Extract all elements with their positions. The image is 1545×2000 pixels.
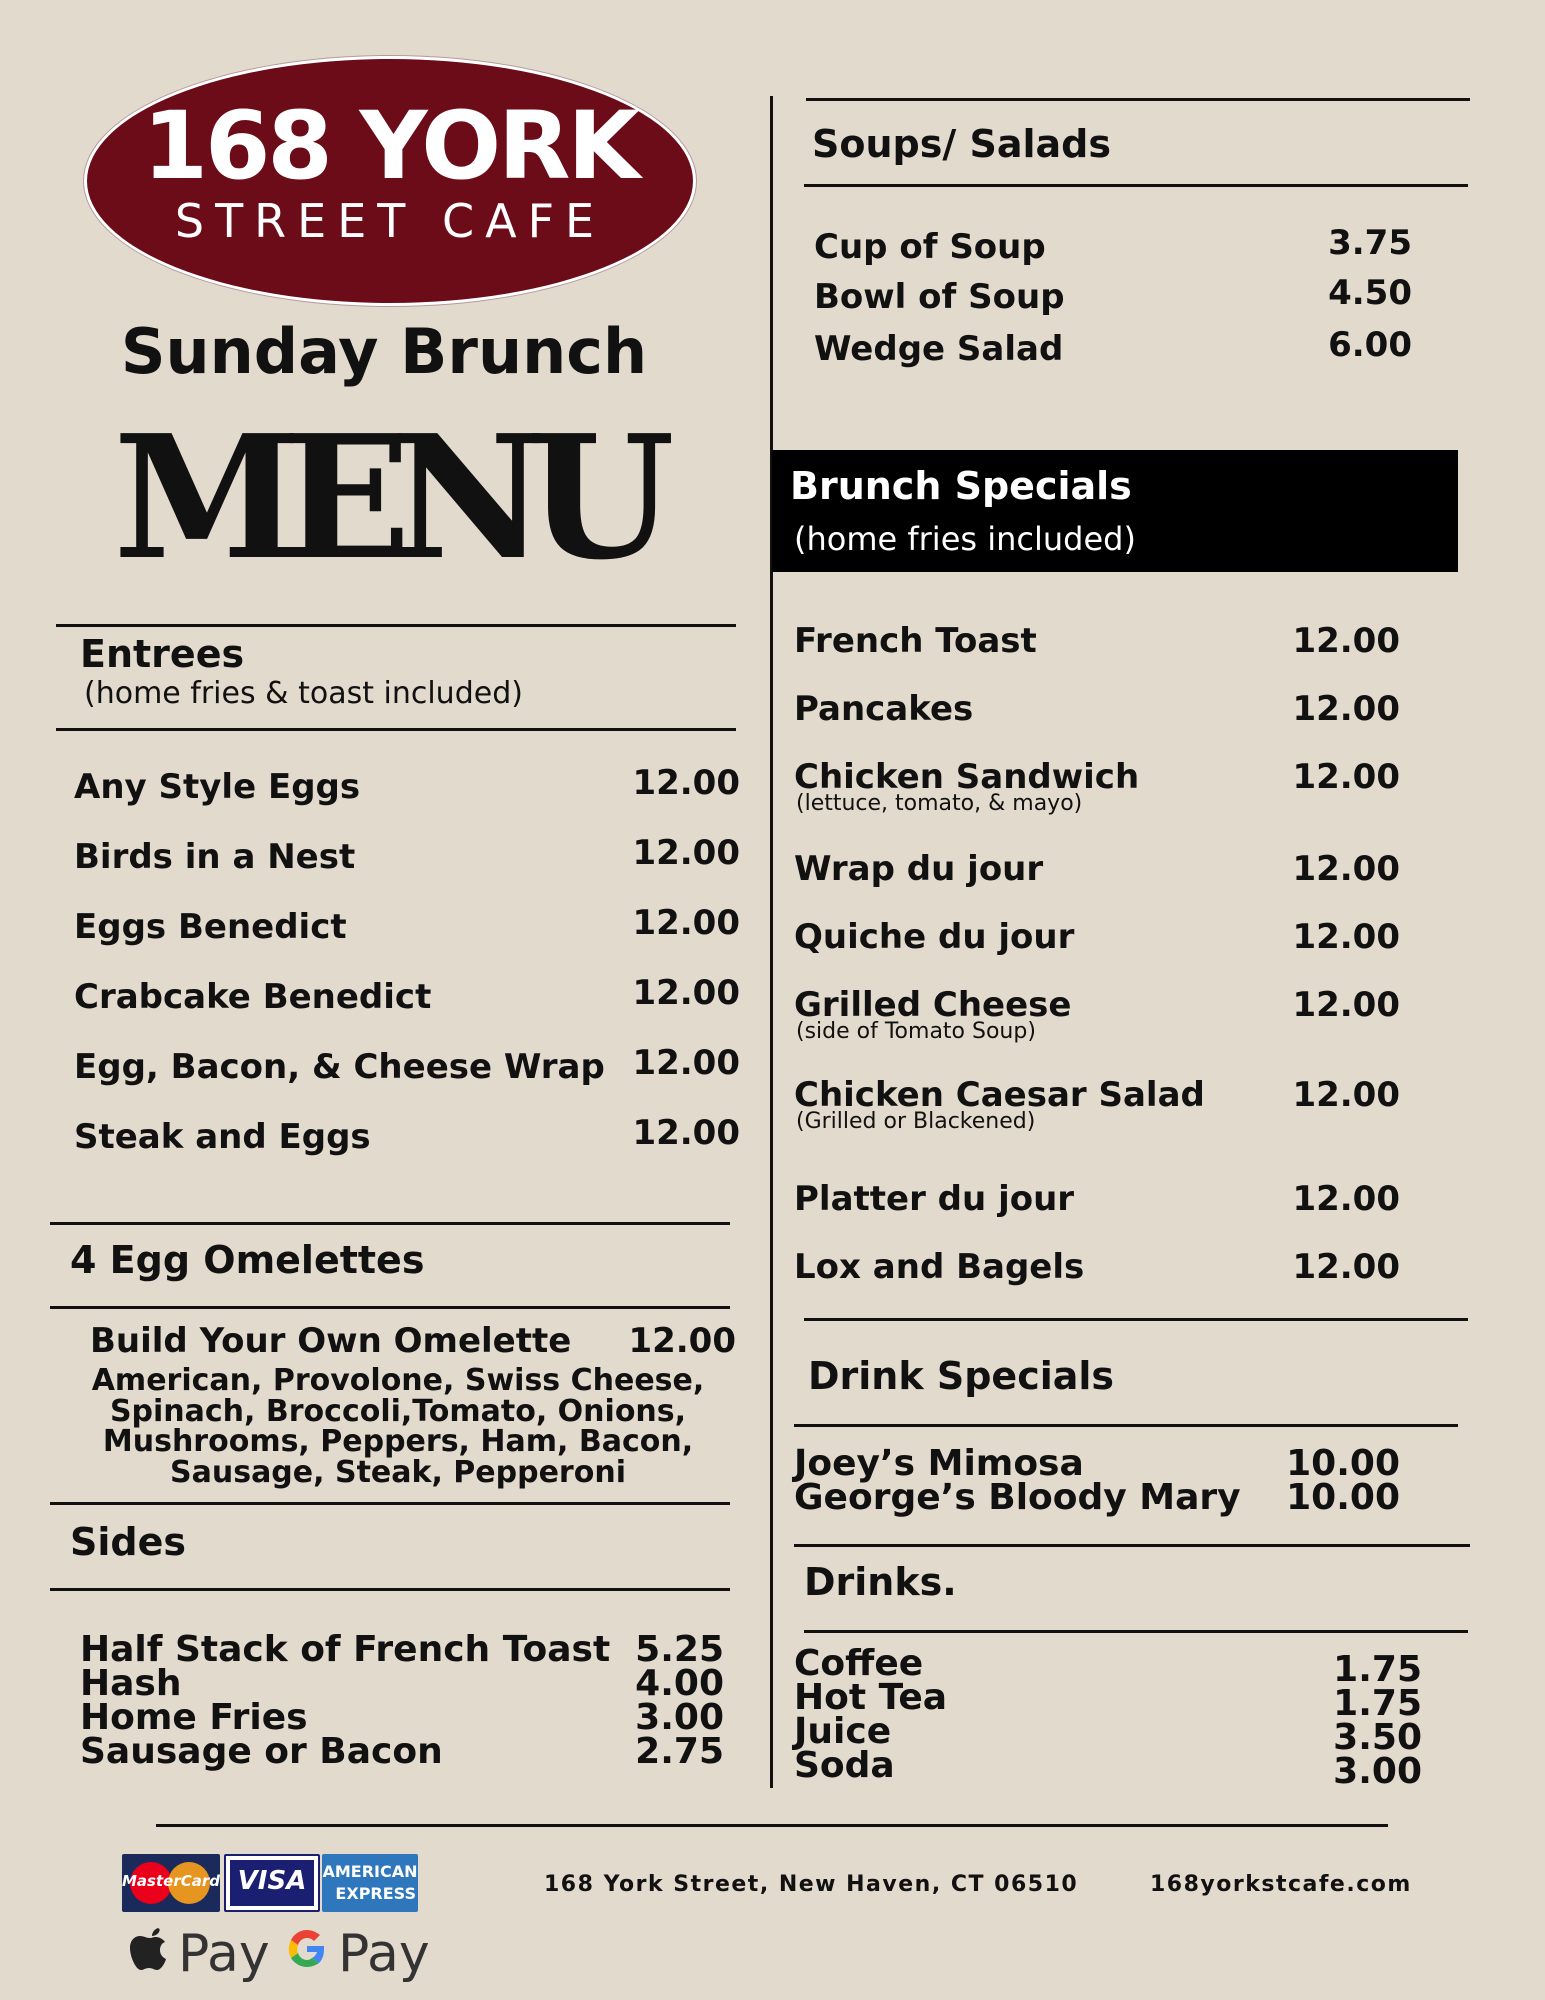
soup-price: 6.00 bbox=[1328, 325, 1412, 365]
entree-item: Birds in a Nest bbox=[74, 837, 356, 877]
brunch-item: Grilled Cheese bbox=[794, 985, 1072, 1025]
section-title-soups: Soups/ Salads bbox=[812, 122, 1111, 166]
drink-specials-prices bbox=[1260, 1443, 1400, 1518]
side-item: Hash bbox=[80, 1663, 182, 1704]
divider bbox=[56, 728, 736, 731]
entree-price: 12.00 bbox=[632, 903, 740, 943]
entree-item: Any Style Eggs bbox=[74, 767, 361, 807]
entree-price: 12.00 bbox=[632, 1113, 740, 1153]
brunch-item: French Toast bbox=[794, 621, 1037, 661]
entree-price: 12.00 bbox=[632, 833, 740, 873]
column-divider bbox=[770, 96, 773, 1788]
drink-specials-list bbox=[794, 1443, 1241, 1518]
divider bbox=[804, 1318, 1468, 1321]
section-title-sides: Sides bbox=[70, 1520, 186, 1564]
divider bbox=[806, 98, 1470, 101]
omelette-options: American, Provolone, Swiss Cheese, Spinach, Broccoli,Tomato, Onions, Mushrooms, Peppers, Ham, Bacon, Sausage, Steak, Pepperoni bbox=[91, 1363, 705, 1490]
drink-price: 3.00 bbox=[1333, 1751, 1422, 1792]
soup-item: Bowl of Soup bbox=[814, 277, 1065, 317]
section-subtitle-entrees: (home fries & toast included) bbox=[84, 676, 523, 711]
side-item: Home Fries bbox=[80, 1697, 308, 1738]
divider bbox=[804, 1630, 1468, 1633]
divider bbox=[56, 624, 736, 627]
divider bbox=[50, 1306, 730, 1309]
google-icon bbox=[284, 1926, 330, 1972]
address: 168 York Street, New Haven, CT 06510 bbox=[544, 1872, 1079, 1897]
brunch-price: 12.00 bbox=[1292, 757, 1400, 797]
brunch-item: Chicken Caesar Salad bbox=[794, 1075, 1205, 1115]
brunch-specials-header bbox=[772, 450, 1458, 572]
divider bbox=[50, 1588, 730, 1591]
sides-prices bbox=[600, 1629, 724, 1772]
drink-price: 1.75 bbox=[1333, 1683, 1422, 1724]
sides-list bbox=[80, 1629, 611, 1772]
brunch-price: 12.00 bbox=[1292, 985, 1400, 1025]
brunch-item: Platter du jour bbox=[794, 1179, 1075, 1219]
section-title-drinks: Drinks. bbox=[804, 1560, 957, 1604]
website-link[interactable]: 168yorkstcafe.com bbox=[1150, 1872, 1412, 1897]
soup-price: 4.50 bbox=[1328, 273, 1412, 313]
apple-pay-label: Pay bbox=[178, 1924, 270, 1984]
drink-item: Juice bbox=[794, 1711, 892, 1752]
divider bbox=[794, 1544, 1470, 1547]
brunch-price: 12.00 bbox=[1292, 689, 1400, 729]
brunch-price: 12.00 bbox=[1292, 1075, 1400, 1115]
drink-special-item: Joey’s Mimosa bbox=[794, 1443, 1084, 1484]
section-subtitle-brunch: (home fries included) bbox=[794, 520, 1136, 558]
brunch-note: (lettuce, tomato, & mayo) bbox=[796, 791, 1083, 816]
soup-item: Wedge Salad bbox=[814, 329, 1064, 369]
divider bbox=[50, 1222, 730, 1225]
brunch-price: 12.00 bbox=[1292, 1247, 1400, 1287]
logo-name: 168 YORK bbox=[142, 92, 638, 201]
page-subtitle: Sunday Brunch bbox=[120, 315, 648, 388]
logo-subtitle: STREET CAFE bbox=[174, 194, 606, 248]
visa-icon: VISA bbox=[224, 1854, 320, 1912]
brunch-item: Wrap du jour bbox=[794, 849, 1044, 889]
brunch-price: 12.00 bbox=[1292, 1179, 1400, 1219]
soup-item: Cup of Soup bbox=[814, 227, 1046, 267]
entree-price: 12.00 bbox=[632, 1043, 740, 1083]
brunch-note: (side of Tomato Soup) bbox=[796, 1019, 1036, 1044]
drink-special-price: 10.00 bbox=[1286, 1443, 1400, 1484]
drink-item: Coffee bbox=[794, 1643, 924, 1684]
amex-icon: AMERICAN EXPRESS bbox=[322, 1854, 418, 1912]
brunch-note: (Grilled or Blackened) bbox=[796, 1109, 1036, 1134]
drink-item: Hot Tea bbox=[794, 1677, 948, 1718]
omelette-item: Build Your Own Omelette bbox=[90, 1321, 572, 1361]
side-price: 4.00 bbox=[635, 1663, 724, 1704]
section-title-drink-specials: Drink Specials bbox=[808, 1354, 1115, 1398]
footer-divider bbox=[156, 1824, 1388, 1827]
entree-item: Egg, Bacon, & Cheese Wrap bbox=[74, 1047, 605, 1087]
brunch-price: 12.00 bbox=[1292, 849, 1400, 889]
soup-price: 3.75 bbox=[1328, 223, 1412, 263]
entree-price: 12.00 bbox=[632, 763, 740, 803]
side-price: 2.75 bbox=[635, 1731, 724, 1772]
drink-special-price: 10.00 bbox=[1286, 1477, 1400, 1518]
entree-item: Crabcake Benedict bbox=[74, 977, 432, 1017]
divider bbox=[804, 184, 1468, 187]
entree-price: 12.00 bbox=[632, 973, 740, 1013]
entree-item: Eggs Benedict bbox=[74, 907, 347, 947]
side-item: Sausage or Bacon bbox=[80, 1731, 443, 1772]
brunch-item: Lox and Bagels bbox=[794, 1247, 1085, 1287]
section-title-omelettes: 4 Egg Omelettes bbox=[70, 1238, 425, 1282]
brunch-item: Quiche du jour bbox=[794, 917, 1075, 957]
google-pay-label: Pay bbox=[338, 1924, 430, 1984]
side-price: 3.00 bbox=[635, 1697, 724, 1738]
drink-special-item: George’s Bloody Mary bbox=[794, 1477, 1241, 1518]
brunch-item: Chicken Sandwich bbox=[794, 757, 1140, 797]
omelette-price: 12.00 bbox=[628, 1321, 736, 1361]
side-item: Half Stack of French Toast bbox=[80, 1629, 611, 1670]
drink-price: 3.50 bbox=[1333, 1717, 1422, 1758]
mastercard-icon: MasterCard bbox=[122, 1854, 220, 1912]
page-title: MENU bbox=[113, 398, 655, 598]
section-title-brunch: Brunch Specials bbox=[790, 464, 1132, 508]
divider bbox=[50, 1502, 730, 1505]
drink-item: Soda bbox=[794, 1745, 895, 1786]
side-price: 5.25 bbox=[635, 1629, 724, 1670]
brunch-item: Pancakes bbox=[794, 689, 974, 729]
brunch-price: 12.00 bbox=[1292, 917, 1400, 957]
drinks-list bbox=[794, 1643, 948, 1786]
apple-icon bbox=[128, 1924, 172, 1972]
brunch-price: 12.00 bbox=[1292, 621, 1400, 661]
section-title-entrees: Entrees bbox=[80, 632, 245, 676]
drink-price: 1.75 bbox=[1333, 1649, 1422, 1690]
drinks-prices bbox=[1282, 1649, 1422, 1792]
entree-item: Steak and Eggs bbox=[74, 1117, 371, 1157]
divider bbox=[794, 1424, 1458, 1427]
